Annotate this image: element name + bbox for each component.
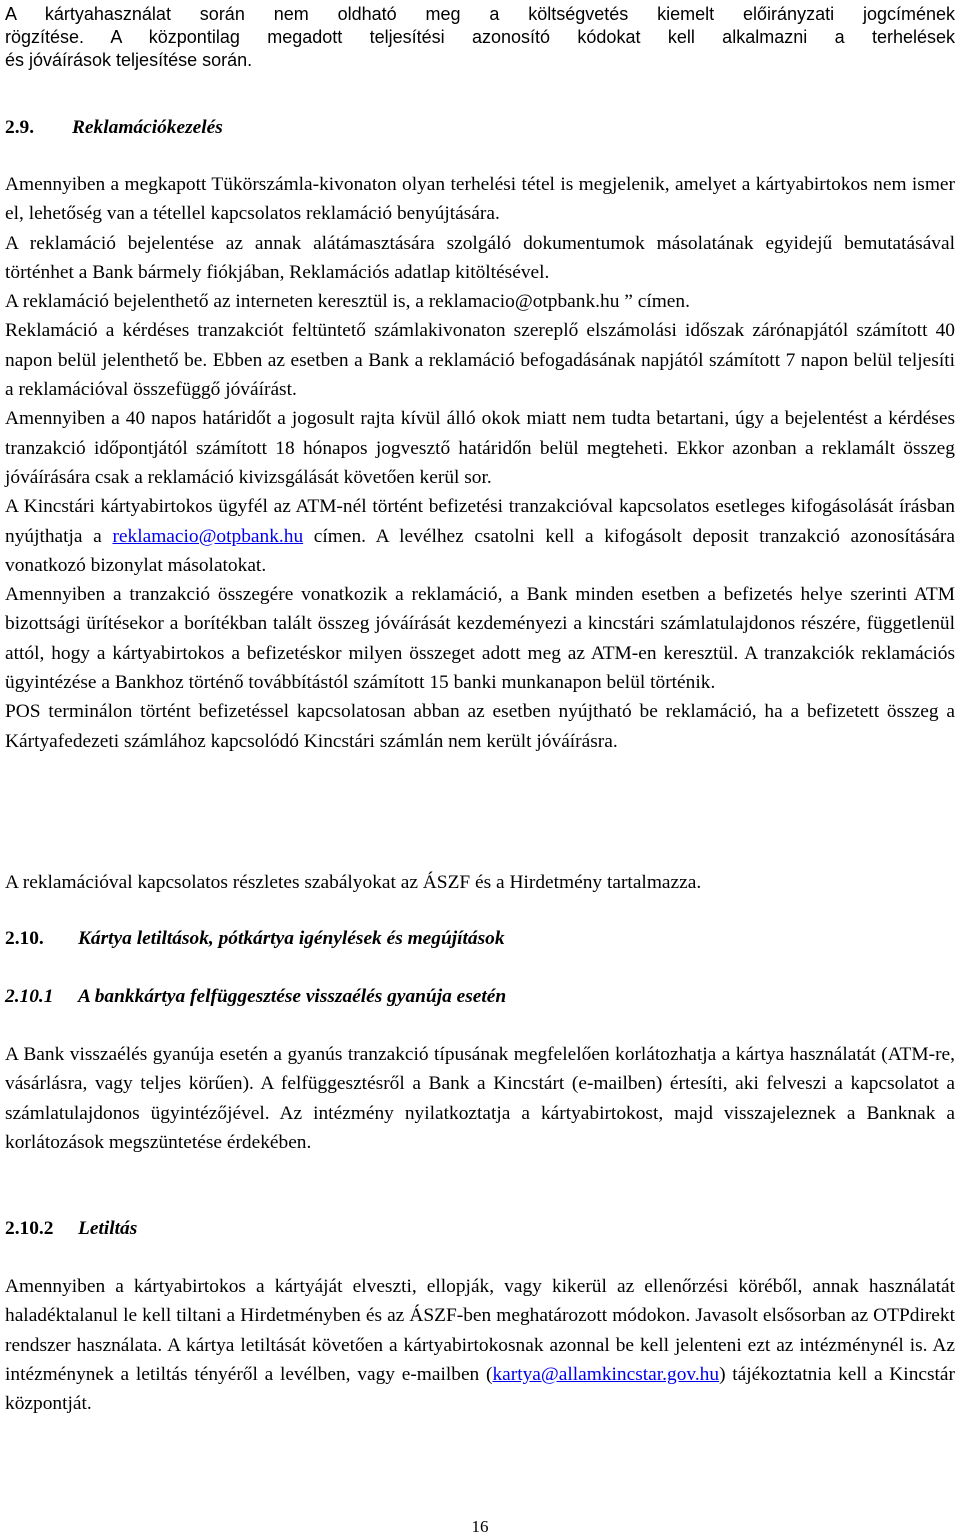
section-number: 2.10.2 bbox=[5, 1218, 54, 1239]
section-heading-2-10-1 bbox=[5, 982, 506, 1011]
section-2-9-body bbox=[5, 170, 955, 756]
paragraph: A reklamáció bejelenthető az interneten keresztül is, a reklamacio@otpbank.hu ” címen. bbox=[5, 291, 690, 313]
paragraph bbox=[5, 492, 955, 580]
paragraph: A reklamációval kapcsolatos részletes szabályokat az ÁSZF és a Hirdetmény tartalmazza. bbox=[5, 872, 702, 893]
email-link[interactable]: reklamacio@otpbank.hu bbox=[112, 525, 304, 547]
text: címen. A levélhez csatolni kell a kifogásolt deposit tranzakció azonosítására vonatkozó bizonylat másolatokat. bbox=[5, 525, 955, 576]
section-heading-2-9 bbox=[5, 113, 223, 142]
paragraph: Amennyiben a 40 napos határidőt a jogosult rajta kívül álló okok miatt nem tudta betartani, úgy a bejelentést a kérdéses tranzakció időpontjától számított 18 hónapos jogvesztő határidőn belül megteheti. Ekkor azonban a reklamált összeg jóváírására csak a reklamáció kivizsgálását követően kerül sor. bbox=[5, 408, 955, 488]
paragraph: Reklamáció a kérdéses tranzakciót feltüntető számlakivonaton szereplő elszámolási időszak zárónapjától számított 40 napon belül jelenthető be. Ebben az esetben a Bank a reklamáció befogadásának napjától számított 7 napon belül teljesíti a reklamációval összefüggő jóváírást. bbox=[5, 320, 955, 401]
email-link[interactable]: kartya@allamkincstar.gov.hu bbox=[492, 1363, 720, 1385]
paragraph: A Bank visszaélés gyanúja esetén a gyanús tranzakció típusának megfelelően korlátozhatja a kártya használatát (ATM-re, vásárlásra, vagy teljes körűen). A felfüggesztésről a Bank a Kincstárt (e-mailben) értesíti, aki felveszi a kapcsolatot a számlatulajdonos ügyintézőjével. Az intézmény nyilatkoztatja a kártyabirtokost, majd visszajeleznek a Banknak a korlátozások megszüntetése érdekében. bbox=[5, 1044, 955, 1153]
page-number: 16 bbox=[471, 1517, 489, 1536]
section-title: Kártya letiltások, pótkártya igénylések és megújítások bbox=[78, 928, 505, 949]
intro-line-1: A kártyahasználat során nem oldható meg a költségvetés kiemelt előirányzati jogcímének bbox=[5, 4, 955, 24]
paragraph bbox=[5, 1272, 955, 1418]
paragraph: Amennyiben a megkapott Tükörszámla-kivonaton olyan terhelési tétel is megjelenik, amelyet a kártyabirtokos nem ismer el, lehetőség van a tétellel kapcsolatos reklamáció benyújtására. bbox=[5, 174, 955, 225]
paragraph: Amennyiben a tranzakció összegére vonatkozik a reklamáció, a Bank minden esetben a befizetés helye szerinti ATM bizottsági ürítésekor a borítékban talált összeg jóváírását kezdeményezi a kincstári számlatulajdonos részére, függetlenül attól, hogy a kártyabirtokos a befizetéskor milyen összeget adott meg az ATM-en keresztül. A tranzakciók reklamációs ügyintézése a Bankhoz történő továbbítástól számított 15 banki munkanapon belül történik. bbox=[5, 584, 955, 694]
section-number: 2.10.1 bbox=[5, 986, 54, 1007]
text: ) tájékoztatnia kell a Kincstár központját. bbox=[5, 1363, 955, 1415]
section-title: Letiltás bbox=[78, 1218, 138, 1239]
text: A Kincstári kártyabirtokos ügyfél az ATM-nél történt befizetési tranzakcióval kapcsolatos esetleges kifogásolását írásban nyújthatja a bbox=[5, 496, 955, 547]
intro-line-3: és jóváírások teljesítése során. bbox=[5, 50, 253, 70]
text: Amennyiben a kártyabirtokos a kártyáját elveszti, ellopják, vagy kikerül az ellenőrzési köréből, annak használatát haladéktalanul le kell tiltani a Hirdetményben és az ÁSZF-ben meghatározott módokon. Javasolt elsősorban az OTPdirekt rendszer használata. A kártya letiltását követően a kártyabirtokosnak azonnal be kell jelenteni ezt az intézménynél is. Az intézménynek a letiltás tényéről a levélben, vagy e-mailben ( bbox=[5, 1276, 955, 1385]
section-number: 2.9. bbox=[5, 117, 35, 138]
section-number: 2.10. bbox=[5, 928, 44, 949]
paragraph: A reklamáció bejelentése az annak alátámasztására szolgáló dokumentumok másolatának egyidejű bemutatásával történhet a Bank bármely fiókjában, Reklamációs adatlap kitöltésével. bbox=[5, 232, 955, 283]
section-heading-2-10-2 bbox=[5, 1214, 137, 1243]
intro-line-2: rögzítése. A központilag megadott teljesítési azonosító kódokat kell alkalmazni a terhelések bbox=[5, 27, 955, 47]
section-title: A bankkártya felfüggesztése visszaélés gyanúja esetén bbox=[78, 986, 507, 1007]
section-title: Reklamációkezelés bbox=[72, 117, 223, 138]
intro-paragraph bbox=[5, 3, 955, 72]
paragraph: POS terminálon történt befizetéssel kapcsolatosan abban az esetben nyújtható be reklamáció, ha a befizetett összeg a Kártyafedezeti számlához kapcsolódó Kincstári számlán nem került jóváírásra. bbox=[5, 701, 955, 752]
section-heading-2-10 bbox=[5, 924, 505, 953]
